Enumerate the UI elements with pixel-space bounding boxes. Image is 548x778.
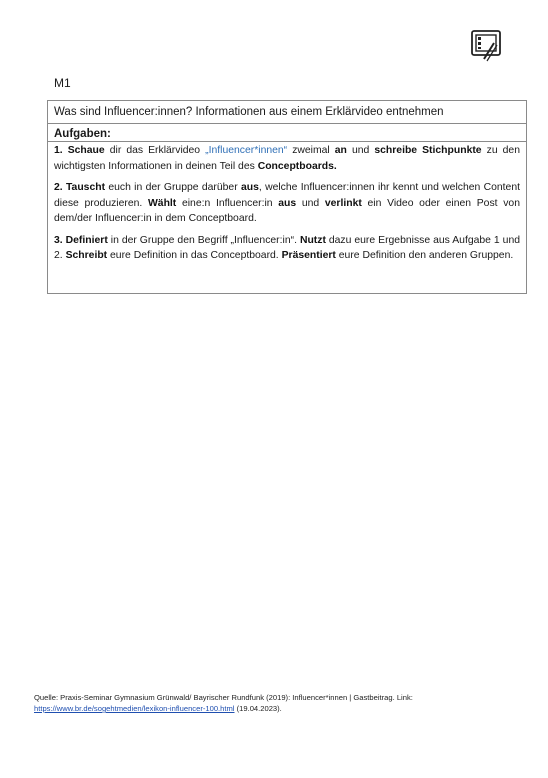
task-text: eure Definition den anderen Gruppen. bbox=[335, 250, 514, 261]
task-text: dir das Erklärvideo bbox=[104, 145, 206, 156]
task-text: zweimal bbox=[287, 145, 335, 156]
task-keyword: Wählt bbox=[147, 197, 177, 209]
task-number: 1. bbox=[54, 145, 68, 156]
task-keyword: aus bbox=[278, 197, 297, 209]
tasks-heading: Aufgaben: bbox=[48, 127, 526, 142]
task-text: zu den wichtigsten Informationen in deinen Teil des bbox=[54, 145, 520, 172]
source-link[interactable]: https://www.br.de/sogehtmedien/lexikon-influencer-100.html bbox=[34, 704, 235, 713]
task-box bbox=[47, 100, 527, 294]
task-keyword: Schreibt bbox=[65, 250, 108, 261]
task-item bbox=[54, 233, 520, 264]
task-item bbox=[54, 143, 520, 174]
task-keyword: Definiert bbox=[65, 234, 108, 246]
whiteboard-pen-icon bbox=[470, 28, 504, 62]
worksheet-label: M1 bbox=[54, 76, 71, 90]
task-text: eure Definition in das Conceptboard. bbox=[107, 250, 282, 261]
task-text: und bbox=[346, 145, 375, 156]
source-date: (19.04.2023). bbox=[234, 704, 282, 713]
task-list bbox=[48, 142, 526, 264]
video-link[interactable]: „Influencer*innen“ bbox=[205, 145, 288, 156]
task-number: 2. bbox=[54, 182, 66, 193]
task-keyword: Conceptboards. bbox=[257, 160, 337, 172]
task-text: dazu eure Ergebnisse aus Aufgabe 1 und 2. bbox=[54, 234, 521, 261]
task-keyword: Präsentiert bbox=[281, 250, 336, 261]
source-text: Quelle: Praxis-Seminar Gymnasium Grünwald/ Bayrischer Rundfunk (2019): Influencer*innen | Gastbeitrag. Link: bbox=[34, 693, 413, 702]
task-keyword: schreibe Stichpunkte bbox=[374, 145, 482, 156]
task-text: , welche Influencer:innen ihr kennt und welchen Content diese produzieren. bbox=[54, 182, 520, 209]
source-citation bbox=[34, 692, 514, 714]
task-text: euch in der Gruppe darüber bbox=[105, 182, 241, 193]
task-keyword: verlinkt bbox=[324, 197, 362, 209]
task-keyword: Schaue bbox=[67, 145, 105, 156]
task-keyword: an bbox=[334, 145, 347, 156]
task-number: 3. bbox=[54, 234, 66, 246]
task-text: in der Gruppe den Begriff „Influencer:in“. bbox=[107, 234, 300, 246]
task-keyword: aus bbox=[240, 182, 259, 193]
task-text: ein Video oder einen Post von dem/der Influencer:in in dem Conceptboard. bbox=[54, 197, 520, 224]
task-keyword: Tauscht bbox=[65, 182, 106, 193]
task-text: und bbox=[296, 197, 325, 209]
task-text: eine:n Influencer:in bbox=[176, 197, 279, 209]
box-title: Was sind Influencer:innen? Informationen aus einem Erklärvideo entnehmen bbox=[48, 101, 526, 124]
task-item bbox=[54, 180, 520, 227]
task-keyword: Nutzt bbox=[299, 234, 326, 246]
